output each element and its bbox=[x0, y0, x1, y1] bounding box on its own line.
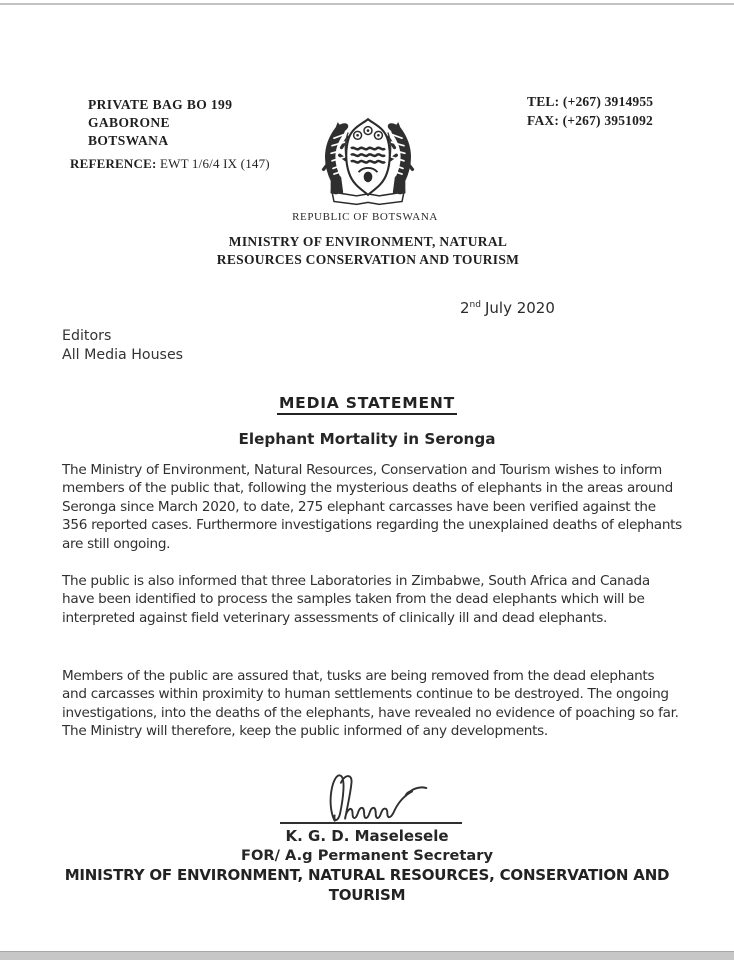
botswana-coat-of-arms-icon bbox=[292, 106, 444, 214]
signature-line bbox=[280, 822, 462, 824]
reference-label: REFERENCE: bbox=[70, 156, 157, 171]
scan-top-edge bbox=[0, 3, 734, 5]
paragraph-2: The public is also informed that three Laboratories in Zimbabwe, South Africa and Canada have been identified to process the samples taken from the dead elephants which will be interpreted against field veterinary assessments of clinically ill and dead elephants. bbox=[62, 573, 650, 626]
paragraph-1: The Ministry of Environment, Natural Resources, Conservation and Tourism wishes to inform members of the public that, following the mysterious deaths of elephants in the areas around Seronga since March 2020, to date, 275 elephant carcasses have been verified against the 356 reported cases. Furthermore investigations regarding the unexplained deaths of elephants are still ongoing. bbox=[62, 462, 682, 552]
letter-title: MEDIA STATEMENT bbox=[277, 394, 457, 415]
date-ordinal: nd bbox=[469, 300, 481, 310]
title-wrap bbox=[0, 393, 734, 415]
signatory-title: FOR/ A.g Permanent Secretary bbox=[241, 847, 493, 864]
date-day: 2 bbox=[460, 299, 470, 317]
address-line: PRIVATE BAG BO 199 bbox=[88, 97, 233, 112]
paragraph-3: Members of the public are assured that, tusks are being removed from the dead elephants and carcasses within proximity to human settlements continue to be destroyed. The ongoing investigations, into the deaths of the elephants, have revealed no evidence of poaching so far. The Ministry will therefore, keep the public informed of any developments. bbox=[62, 668, 679, 740]
date-rest: July 2020 bbox=[484, 299, 555, 317]
address-line: GABORONE bbox=[88, 115, 170, 130]
signature-icon bbox=[316, 768, 446, 830]
contact-block bbox=[527, 92, 653, 130]
scan-bottom-edge bbox=[0, 951, 734, 960]
address-line: BOTSWANA bbox=[88, 133, 169, 148]
sender-address bbox=[88, 96, 232, 150]
recipient-block bbox=[62, 327, 183, 364]
signatory-name: K. G. D. Maselesele bbox=[285, 827, 449, 845]
reference-line bbox=[70, 156, 270, 172]
country-label: REPUBLIC OF BOTSWANA bbox=[292, 211, 438, 223]
letter-date bbox=[460, 299, 555, 317]
fax-line: FAX: (+267) 3951092 bbox=[527, 113, 653, 128]
ministry-header-line1: MINISTRY OF ENVIRONMENT, NATURAL bbox=[228, 234, 508, 249]
letter-subtitle: Elephant Mortality in Seronga bbox=[238, 430, 496, 448]
recipient-line1: Editors bbox=[62, 328, 112, 344]
recipient-line2: All Media Houses bbox=[62, 346, 184, 363]
ministry-header bbox=[0, 233, 734, 268]
tel-line: TEL: (+267) 3914955 bbox=[527, 94, 654, 109]
reference-value: EWT 1/6/4 IX (147) bbox=[159, 156, 270, 171]
ministry-header-line2: RESOURCES CONSERVATION AND TOURISM bbox=[216, 251, 520, 267]
signatory-ministry: MINISTRY OF ENVIRONMENT, NATURAL RESOURCES, CONSERVATION AND TOURISM bbox=[64, 866, 670, 904]
